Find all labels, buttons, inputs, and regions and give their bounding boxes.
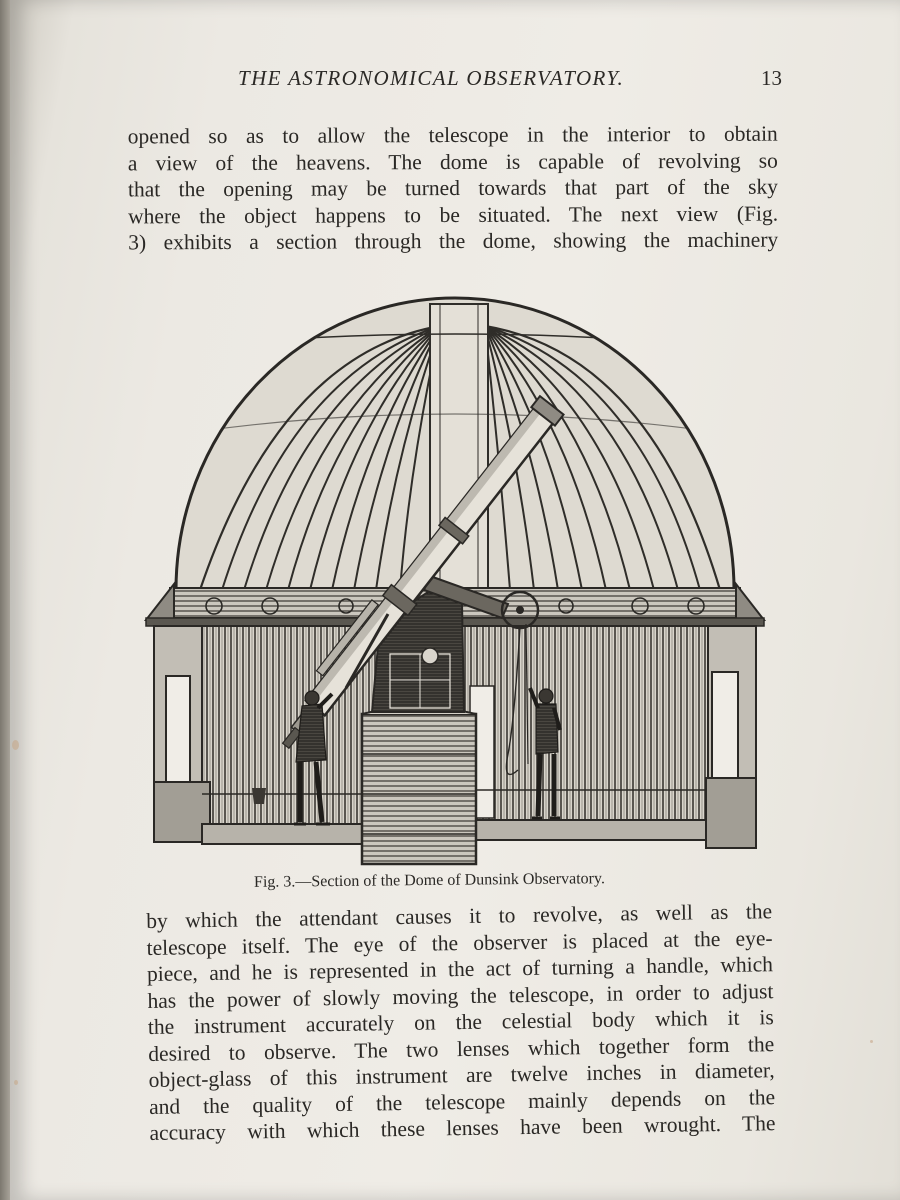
bottom-paragraph [146, 898, 776, 1146]
text-line: piece, and he is represented in the act of turning a handle, which [146, 952, 774, 986]
text-line: opened so as to allow the telescope in the interior to obtain [127, 121, 778, 149]
text-line: accuracy with which these lenses have been wrought. The [149, 1111, 776, 1145]
running-title: THE ASTRONOMICAL OBSERVATORY. [238, 66, 625, 90]
text-line: object-glass of this instrument are twelve inches in diameter, [148, 1058, 775, 1092]
text-line: desired to observe. The two lenses which together form the [148, 1031, 775, 1066]
page-header [238, 66, 782, 91]
text-line: 3) exhibits a section through the dome, showing the machinery [128, 227, 779, 255]
text-line: by which the attendant causes it to revolve, as well as the [146, 899, 773, 933]
figure-caption: Fig. 3.—Section of the Dome of Dunsink Observatory. [253, 870, 605, 891]
top-paragraph [128, 121, 779, 256]
text-line: has the power of slowly moving the telescope, in order to adjust [147, 978, 774, 1013]
page-number: 13 [761, 66, 782, 90]
text-line: that the opening may be turned towards that part of the sky [127, 174, 779, 202]
observatory-dome-engraving [140, 284, 770, 872]
text-line: telescope itself. The eye of the observer is placed at the eye- [146, 925, 773, 960]
text-line: a view of the heavens. The dome is capable of revolving so [127, 148, 778, 175]
text-line: the instrument accurately on the celestial body which it is [147, 1005, 774, 1039]
figure-illustration [140, 284, 770, 872]
text-line: and the quality of the telescope mainly depends on the [148, 1084, 776, 1119]
text-line: where the object happens to be situated. The next view (Fig. [128, 201, 779, 228]
